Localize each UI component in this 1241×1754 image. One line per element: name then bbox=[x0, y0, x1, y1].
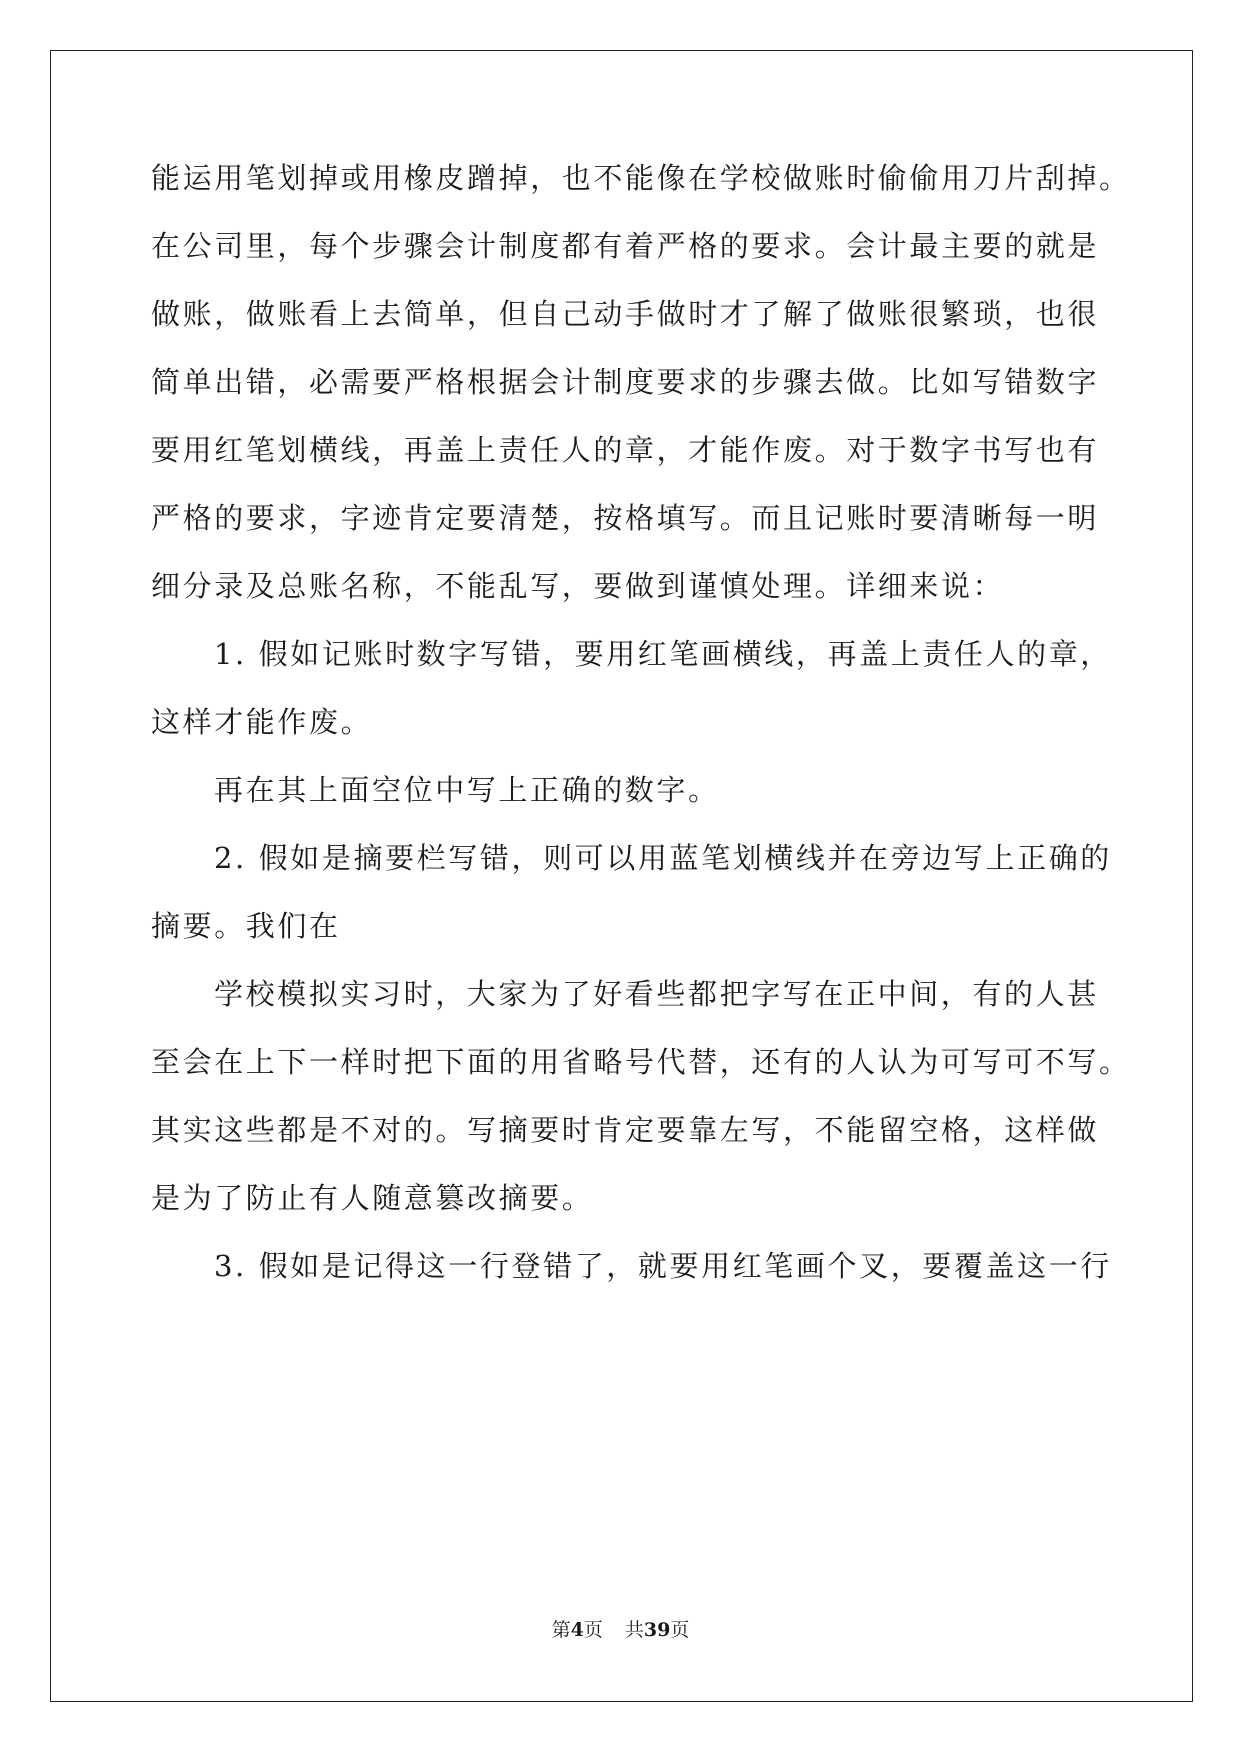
list-item-1-line: 1. 假如记账时数字写错，要用红笔画横线，再盖上责任人的章， bbox=[214, 637, 1112, 671]
text-line: 是为了防止有人随意篡改摘要。 bbox=[151, 1181, 594, 1215]
paragraph-first-line: 学校模拟实习时，大家为了好看些都把字写在正中间，有的人甚 bbox=[214, 977, 1099, 1011]
text-line: 在公司里，每个步骤会计制度都有着严格的要求。会计最主要的就是 bbox=[151, 229, 1100, 263]
page-footer bbox=[0, 1618, 1241, 1642]
text-line: 这样才能作废。 bbox=[151, 705, 373, 739]
text-line: 简单出错，必需要严格根据会计制度要求的步骤去做。比如写错数字 bbox=[151, 365, 1100, 399]
total-suffix: 页 bbox=[670, 1619, 690, 1641]
paragraph-first-line: 再在其上面空位中写上正确的数字。 bbox=[214, 773, 720, 807]
list-item-2-line: 2. 假如是摘要栏写错，则可以用蓝笔划横线并在旁边写上正确的 bbox=[214, 841, 1112, 875]
page-number: 4 bbox=[570, 1619, 584, 1641]
text-line: 至会在上下一样时把下面的用省略号代替，还有的人认为可写可不写。 bbox=[151, 1045, 1131, 1079]
total-prefix: 共 bbox=[624, 1619, 644, 1641]
text-line: 细分录及总账名称，不能乱写，要做到谨慎处理。详细来说： bbox=[151, 569, 1005, 603]
text-line: 其实这些都是不对的。写摘要时肯定要靠左写，不能留空格，这样做 bbox=[151, 1113, 1100, 1147]
page-suffix: 页 bbox=[583, 1619, 603, 1641]
text-line: 做账，做账看上去简单，但自己动手做时才了解了做账很繁琐，也很 bbox=[151, 297, 1100, 331]
page-prefix: 第 bbox=[551, 1619, 571, 1641]
total-pages: 39 bbox=[643, 1619, 671, 1641]
text-line: 能运用笔划掉或用橡皮蹭掉，也不能像在学校做账时偷偷用刀片刮掉。 bbox=[151, 161, 1131, 195]
list-item-3-line: 3. 假如是记得这一行登错了，就要用红笔画个叉，要覆盖这一行 bbox=[214, 1249, 1112, 1283]
text-line: 要用红笔划横线，再盖上责任人的章，才能作废。对于数字书写也有 bbox=[151, 433, 1100, 467]
text-line: 摘要。我们在 bbox=[151, 909, 341, 943]
text-line: 严格的要求，字迹肯定要清楚，按格填写。而且记账时要清晰每一明 bbox=[151, 501, 1100, 535]
